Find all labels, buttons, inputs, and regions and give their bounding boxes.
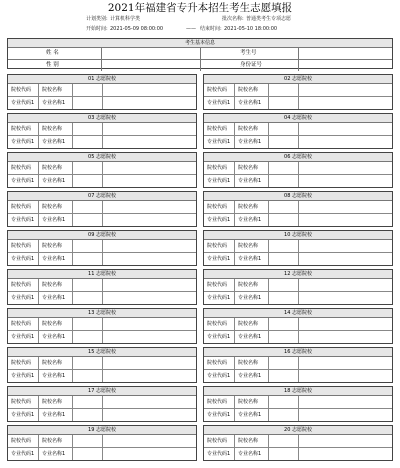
school-code-label: 院校代码 [11, 282, 32, 288]
major-name-label: 专业名称1 [238, 100, 262, 106]
school-row [204, 240, 392, 253]
major-code-label: 专业代码1 [11, 334, 35, 340]
major-row [204, 370, 392, 382]
school-code-label: 院校代码 [11, 243, 32, 249]
major-name-label: 专业名称1 [238, 373, 262, 379]
choice-header: 20 志愿院校 [204, 426, 392, 435]
choice-header: 19 志愿院校 [8, 426, 196, 435]
school-code-label: 院校代码 [207, 87, 228, 93]
choice-header: 16 志愿院校 [204, 348, 392, 357]
school-code-label: 院校代码 [207, 204, 228, 210]
id-number-label: 身份证号 [240, 62, 263, 68]
school-row [204, 84, 392, 97]
basic-info-header: 考生基本信息 [8, 39, 392, 48]
school-code-label: 院校代码 [11, 399, 32, 405]
major-name-label: 专业名称1 [42, 139, 66, 145]
major-row [204, 175, 392, 187]
school-code-label: 院校代码 [207, 399, 228, 405]
choice-header: 06 志愿院校 [204, 153, 392, 162]
basic-info-row-2 [8, 60, 392, 71]
choice-block [7, 152, 197, 188]
choice-block [203, 386, 393, 422]
major-row [8, 175, 196, 187]
school-row [8, 357, 196, 370]
major-name-label: 专业名称1 [238, 451, 262, 457]
choice-header: 11 志愿院校 [8, 270, 196, 279]
choice-block [7, 74, 197, 110]
choice-block [203, 308, 393, 344]
school-code-label: 院校代码 [11, 438, 32, 444]
major-code-label: 专业代码1 [207, 451, 231, 457]
school-row [204, 318, 392, 331]
choice-block [7, 269, 197, 305]
choice-block [7, 113, 197, 149]
school-row [8, 84, 196, 97]
school-code-label: 院校代码 [11, 360, 32, 366]
major-name-label: 专业名称1 [42, 256, 66, 262]
major-name-label: 专业名称1 [238, 178, 262, 184]
school-row [8, 201, 196, 214]
major-name-label: 专业名称1 [42, 334, 66, 340]
start-time-label: 开始时间: [86, 26, 108, 32]
school-row [8, 123, 196, 136]
school-name-label: 院校名称 [238, 321, 259, 327]
school-name-label: 院校名称 [238, 438, 259, 444]
major-code-label: 专业代码1 [11, 178, 35, 184]
basic-info-row-1 [8, 48, 392, 60]
major-code-label: 专业代码1 [207, 256, 231, 262]
choice-header: 15 志愿院校 [8, 348, 196, 357]
major-name-label: 专业名称1 [42, 217, 66, 223]
choice-block [203, 113, 393, 149]
major-row [204, 136, 392, 148]
school-code-label: 院校代码 [207, 321, 228, 327]
plan-category-label: 计划类别: [86, 16, 108, 22]
school-code-label: 院校代码 [207, 126, 228, 132]
choice-header: 14 志愿院校 [204, 309, 392, 318]
school-name-label: 院校名称 [42, 165, 63, 171]
major-name-label: 专业名称1 [42, 451, 66, 457]
major-name-label: 专业名称1 [42, 412, 66, 418]
major-row [204, 448, 392, 460]
choice-block [7, 425, 197, 461]
school-row [8, 240, 196, 253]
major-code-label: 专业代码1 [207, 373, 231, 379]
school-code-label: 院校代码 [207, 165, 228, 171]
school-name-label: 院校名称 [238, 165, 259, 171]
major-code-label: 专业代码1 [207, 178, 231, 184]
major-code-label: 专业代码1 [11, 412, 35, 418]
plan-category-value: 计算机科学类 [110, 16, 141, 22]
major-code-label: 专业代码1 [207, 139, 231, 145]
major-name-label: 专业名称1 [238, 139, 262, 145]
school-row [204, 201, 392, 214]
batch-label: 批次名称: [222, 16, 244, 22]
choice-header: 12 志愿院校 [204, 270, 392, 279]
start-time-value: 2021-05-09 08:00:00 [110, 26, 164, 32]
major-row [8, 136, 196, 148]
choice-block [203, 425, 393, 461]
major-name-label: 专业名称1 [238, 334, 262, 340]
school-name-label: 院校名称 [238, 399, 259, 405]
major-code-label: 专业代码1 [207, 217, 231, 223]
choice-header: 17 志愿院校 [8, 387, 196, 396]
page-title: 2021年福建省专升本招生考生志愿填报 [107, 2, 293, 14]
school-row [8, 318, 196, 331]
major-code-label: 专业代码1 [11, 139, 35, 145]
choice-block [7, 308, 197, 344]
choice-header: 02 志愿院校 [204, 75, 392, 84]
major-row [8, 448, 196, 460]
choice-block [203, 269, 393, 305]
major-code-label: 专业代码1 [207, 334, 231, 340]
major-row [8, 370, 196, 382]
major-row [204, 214, 392, 226]
school-name-label: 院校名称 [42, 282, 63, 288]
choice-header: 01 志愿院校 [8, 75, 196, 84]
major-row [8, 97, 196, 109]
choice-header: 07 志愿院校 [8, 192, 196, 201]
choice-block [7, 347, 197, 383]
major-name-label: 专业名称1 [238, 217, 262, 223]
school-name-label: 院校名称 [42, 399, 63, 405]
major-code-label: 专业代码1 [11, 256, 35, 262]
school-name-label: 院校名称 [238, 243, 259, 249]
major-name-label: 专业名称1 [42, 373, 66, 379]
school-code-label: 院校代码 [11, 126, 32, 132]
choice-block [203, 191, 393, 227]
school-row [204, 123, 392, 136]
basic-info-table [7, 38, 393, 69]
school-code-label: 院校代码 [207, 282, 228, 288]
batch-value: 普通类考生专项志愿 [246, 16, 292, 22]
major-row [8, 292, 196, 304]
end-time-label: 结束时间: [200, 26, 222, 32]
major-row [204, 292, 392, 304]
major-row [8, 214, 196, 226]
school-code-label: 院校代码 [207, 243, 228, 249]
school-row [204, 435, 392, 448]
major-code-label: 专业代码1 [207, 412, 231, 418]
choice-block [203, 152, 393, 188]
end-time-value: 2021-05-10 18:00:00 [224, 26, 278, 32]
major-code-label: 专业代码1 [11, 295, 35, 301]
major-code-label: 专业代码1 [11, 100, 35, 106]
major-row [204, 331, 392, 343]
gender-label: 性 别 [46, 62, 59, 68]
school-name-label: 院校名称 [238, 126, 259, 132]
major-name-label: 专业名称1 [42, 100, 66, 106]
choice-block [7, 386, 197, 422]
school-row [8, 279, 196, 292]
school-name-label: 院校名称 [238, 282, 259, 288]
choice-header: 10 志愿院校 [204, 231, 392, 240]
school-name-label: 院校名称 [42, 243, 63, 249]
major-name-label: 专业名称1 [42, 295, 66, 301]
school-row [8, 162, 196, 175]
major-row [204, 409, 392, 421]
school-row [204, 396, 392, 409]
major-row [8, 331, 196, 343]
school-name-label: 院校名称 [238, 204, 259, 210]
major-row [204, 253, 392, 265]
major-name-label: 专业名称1 [238, 295, 262, 301]
major-code-label: 专业代码1 [207, 295, 231, 301]
choice-block [203, 347, 393, 383]
choice-header: 13 志愿院校 [8, 309, 196, 318]
school-name-label: 院校名称 [42, 321, 63, 327]
school-row [204, 162, 392, 175]
choice-header: 08 志愿院校 [204, 192, 392, 201]
school-row [204, 279, 392, 292]
time-dash: —— [186, 26, 196, 32]
school-row [8, 435, 196, 448]
choice-block [7, 191, 197, 227]
major-row [8, 253, 196, 265]
school-code-label: 院校代码 [11, 87, 32, 93]
choice-header: 04 志愿院校 [204, 114, 392, 123]
choice-block [203, 74, 393, 110]
exam-no-label: 考生号 [240, 50, 257, 56]
major-row [8, 409, 196, 421]
school-code-label: 院校代码 [207, 438, 228, 444]
major-code-label: 专业代码1 [11, 217, 35, 223]
school-code-label: 院校代码 [11, 165, 32, 171]
major-code-label: 专业代码1 [11, 373, 35, 379]
school-code-label: 院校代码 [11, 204, 32, 210]
school-code-label: 院校代码 [11, 321, 32, 327]
major-name-label: 专业名称1 [238, 256, 262, 262]
school-name-label: 院校名称 [42, 87, 63, 93]
major-name-label: 专业名称1 [238, 412, 262, 418]
choice-header: 05 志愿院校 [8, 153, 196, 162]
school-name-label: 院校名称 [42, 204, 63, 210]
major-name-label: 专业名称1 [42, 178, 66, 184]
school-name-label: 院校名称 [42, 360, 63, 366]
school-row [8, 396, 196, 409]
school-code-label: 院校代码 [207, 360, 228, 366]
school-name-label: 院校名称 [238, 360, 259, 366]
choice-block [7, 230, 197, 266]
school-name-label: 院校名称 [42, 126, 63, 132]
major-code-label: 专业代码1 [11, 451, 35, 457]
school-row [204, 357, 392, 370]
major-code-label: 专业代码1 [207, 100, 231, 106]
choice-block [203, 230, 393, 266]
school-name-label: 院校名称 [238, 87, 259, 93]
choice-header: 03 志愿院校 [8, 114, 196, 123]
major-row [204, 97, 392, 109]
name-label: 姓 名 [46, 50, 59, 56]
choice-header: 09 志愿院校 [8, 231, 196, 240]
school-name-label: 院校名称 [42, 438, 63, 444]
choice-header: 18 志愿院校 [204, 387, 392, 396]
